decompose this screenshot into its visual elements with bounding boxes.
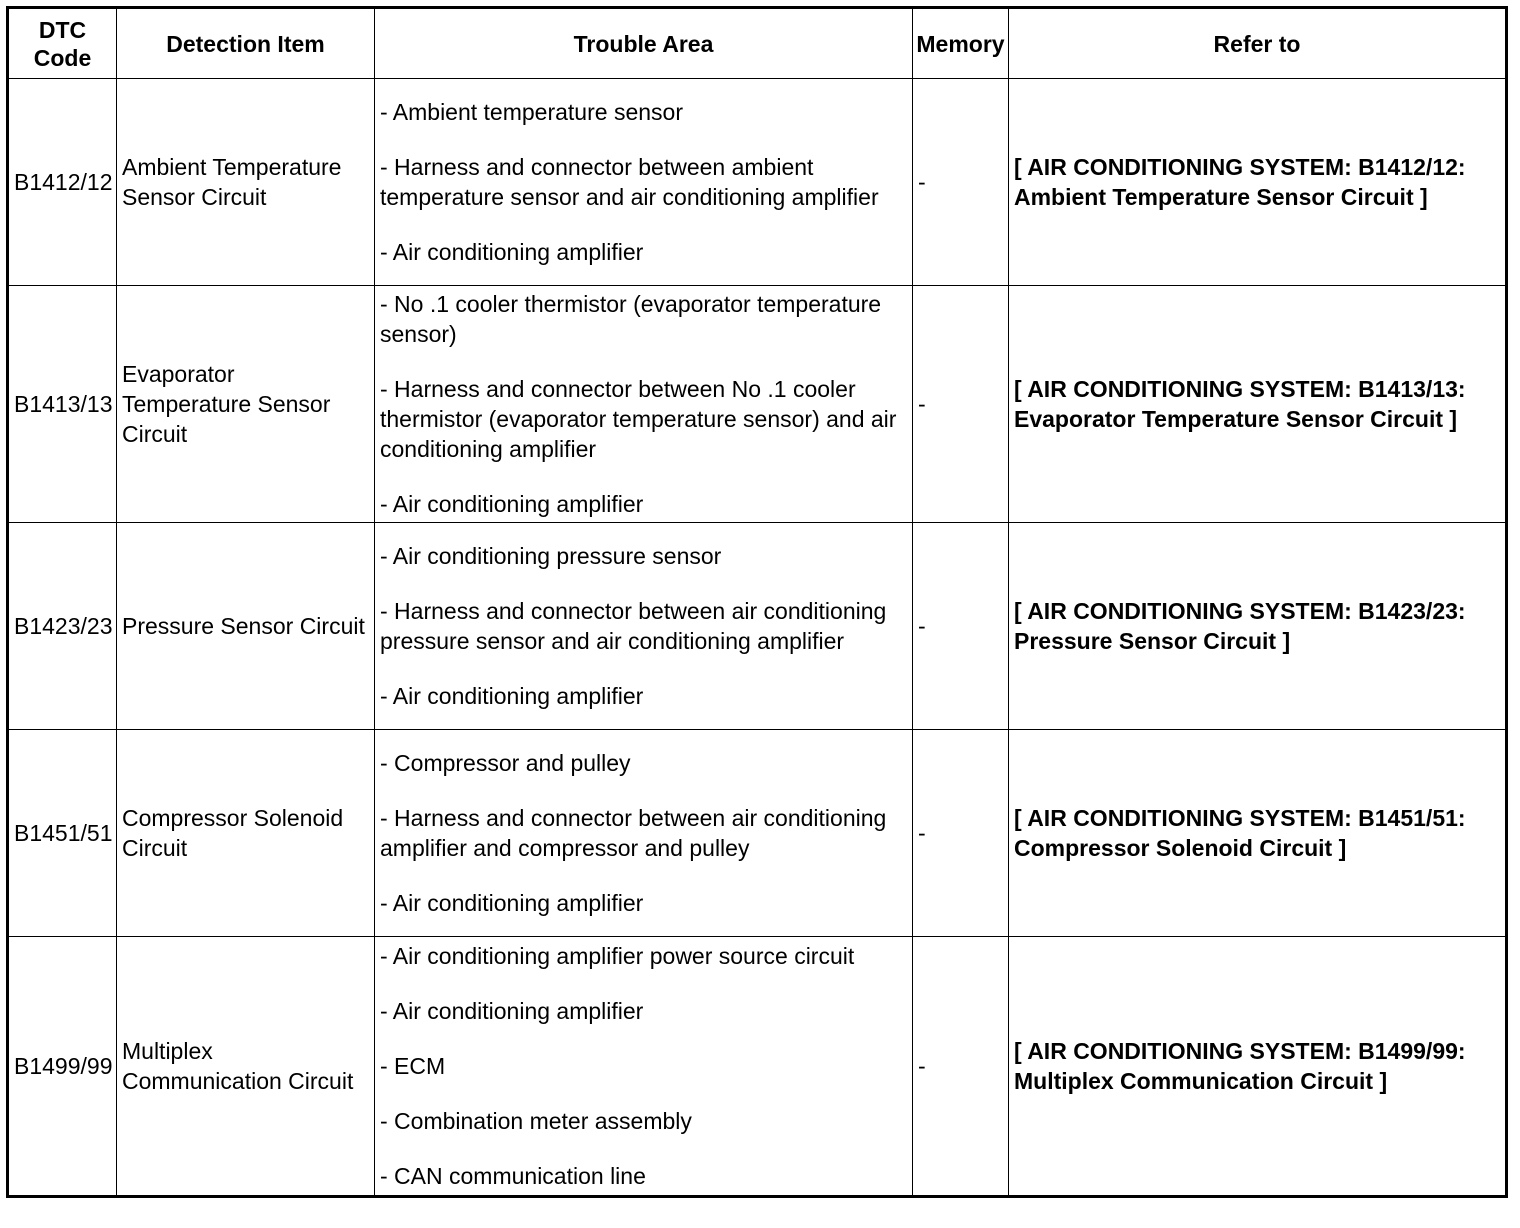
memory-cell: -: [913, 286, 1009, 523]
header-trouble-area: Trouble Area: [375, 8, 913, 79]
refer-to-link[interactable]: [ AIR CONDITIONING SYSTEM: B1499/99: Multiplex Communication Circuit ]: [1009, 937, 1507, 1197]
dtc-code-cell: B1451/51: [8, 730, 117, 937]
trouble-area-line: - Compressor and pulley: [380, 750, 631, 776]
header-refer-to: Refer to: [1009, 8, 1507, 79]
trouble-area-line: - ECM: [380, 1053, 446, 1079]
header-row: [8, 8, 1507, 79]
trouble-area-line: - CAN communication line: [380, 1163, 646, 1189]
memory-cell: -: [913, 937, 1009, 1197]
detection-item-cell: Multiplex Communication Circuit: [117, 937, 375, 1197]
memory-cell: -: [913, 523, 1009, 730]
trouble-area-line: - Harness and connector between No .1 cooler thermistor (evaporator temperature sensor) and air conditioning amplifier: [380, 376, 897, 462]
trouble-area-line: - Air conditioning amplifier: [380, 998, 644, 1024]
trouble-area-line: - Combination meter assembly: [380, 1108, 692, 1134]
detection-item-cell: Pressure Sensor Circuit: [117, 523, 375, 730]
detection-item-cell: Compressor Solenoid Circuit: [117, 730, 375, 937]
trouble-area-line: - Air conditioning amplifier: [380, 239, 644, 265]
dtc-code-cell: B1499/99: [8, 937, 117, 1197]
dtc-table: [6, 6, 1508, 1198]
trouble-area-line: - Ambient temperature sensor: [380, 99, 683, 125]
memory-cell: -: [913, 79, 1009, 286]
refer-to-link[interactable]: [ AIR CONDITIONING SYSTEM: B1423/23: Pressure Sensor Circuit ]: [1009, 523, 1507, 730]
trouble-area-cell: [375, 286, 913, 523]
trouble-area-cell: [375, 79, 913, 286]
detection-item-cell: Evaporator Temperature Sensor Circuit: [117, 286, 375, 523]
trouble-area-line: - Air conditioning amplifier: [380, 491, 644, 517]
trouble-area-cell: [375, 523, 913, 730]
refer-to-link[interactable]: [ AIR CONDITIONING SYSTEM: B1412/12: Ambient Temperature Sensor Circuit ]: [1009, 79, 1507, 286]
trouble-area-line: - Harness and connector between ambient temperature sensor and air conditioning amplifier: [380, 154, 879, 210]
header-memory: Memory: [913, 8, 1009, 79]
refer-to-link[interactable]: [ AIR CONDITIONING SYSTEM: B1413/13: Evaporator Temperature Sensor Circuit ]: [1009, 286, 1507, 523]
trouble-area-line: - No .1 cooler thermistor (evaporator temperature sensor): [380, 291, 882, 347]
trouble-area-line: - Harness and connector between air conditioning pressure sensor and air conditioning amplifier: [380, 598, 887, 654]
table-row: [8, 937, 1507, 1197]
trouble-area-line: - Air conditioning amplifier: [380, 890, 644, 916]
detection-item-cell: Ambient Temperature Sensor Circuit: [117, 79, 375, 286]
trouble-area-cell: [375, 937, 913, 1197]
dtc-code-cell: B1423/23: [8, 523, 117, 730]
trouble-area-line: - Air conditioning amplifier power source circuit: [380, 943, 855, 969]
table-row: [8, 79, 1507, 286]
trouble-area-line: - Air conditioning amplifier: [380, 683, 644, 709]
trouble-area-cell: [375, 730, 913, 937]
table-row: [8, 730, 1507, 937]
header-detection-item: Detection Item: [117, 8, 375, 79]
dtc-code-cell: B1412/12: [8, 79, 117, 286]
dtc-code-cell: B1413/13: [8, 286, 117, 523]
table-row: [8, 523, 1507, 730]
memory-cell: -: [913, 730, 1009, 937]
header-dtc-code: DTC Code: [8, 8, 117, 79]
table-row: [8, 286, 1507, 523]
trouble-area-line: - Harness and connector between air conditioning amplifier and compressor and pulley: [380, 805, 887, 861]
trouble-area-line: - Air conditioning pressure sensor: [380, 543, 722, 569]
refer-to-link[interactable]: [ AIR CONDITIONING SYSTEM: B1451/51: Compressor Solenoid Circuit ]: [1009, 730, 1507, 937]
